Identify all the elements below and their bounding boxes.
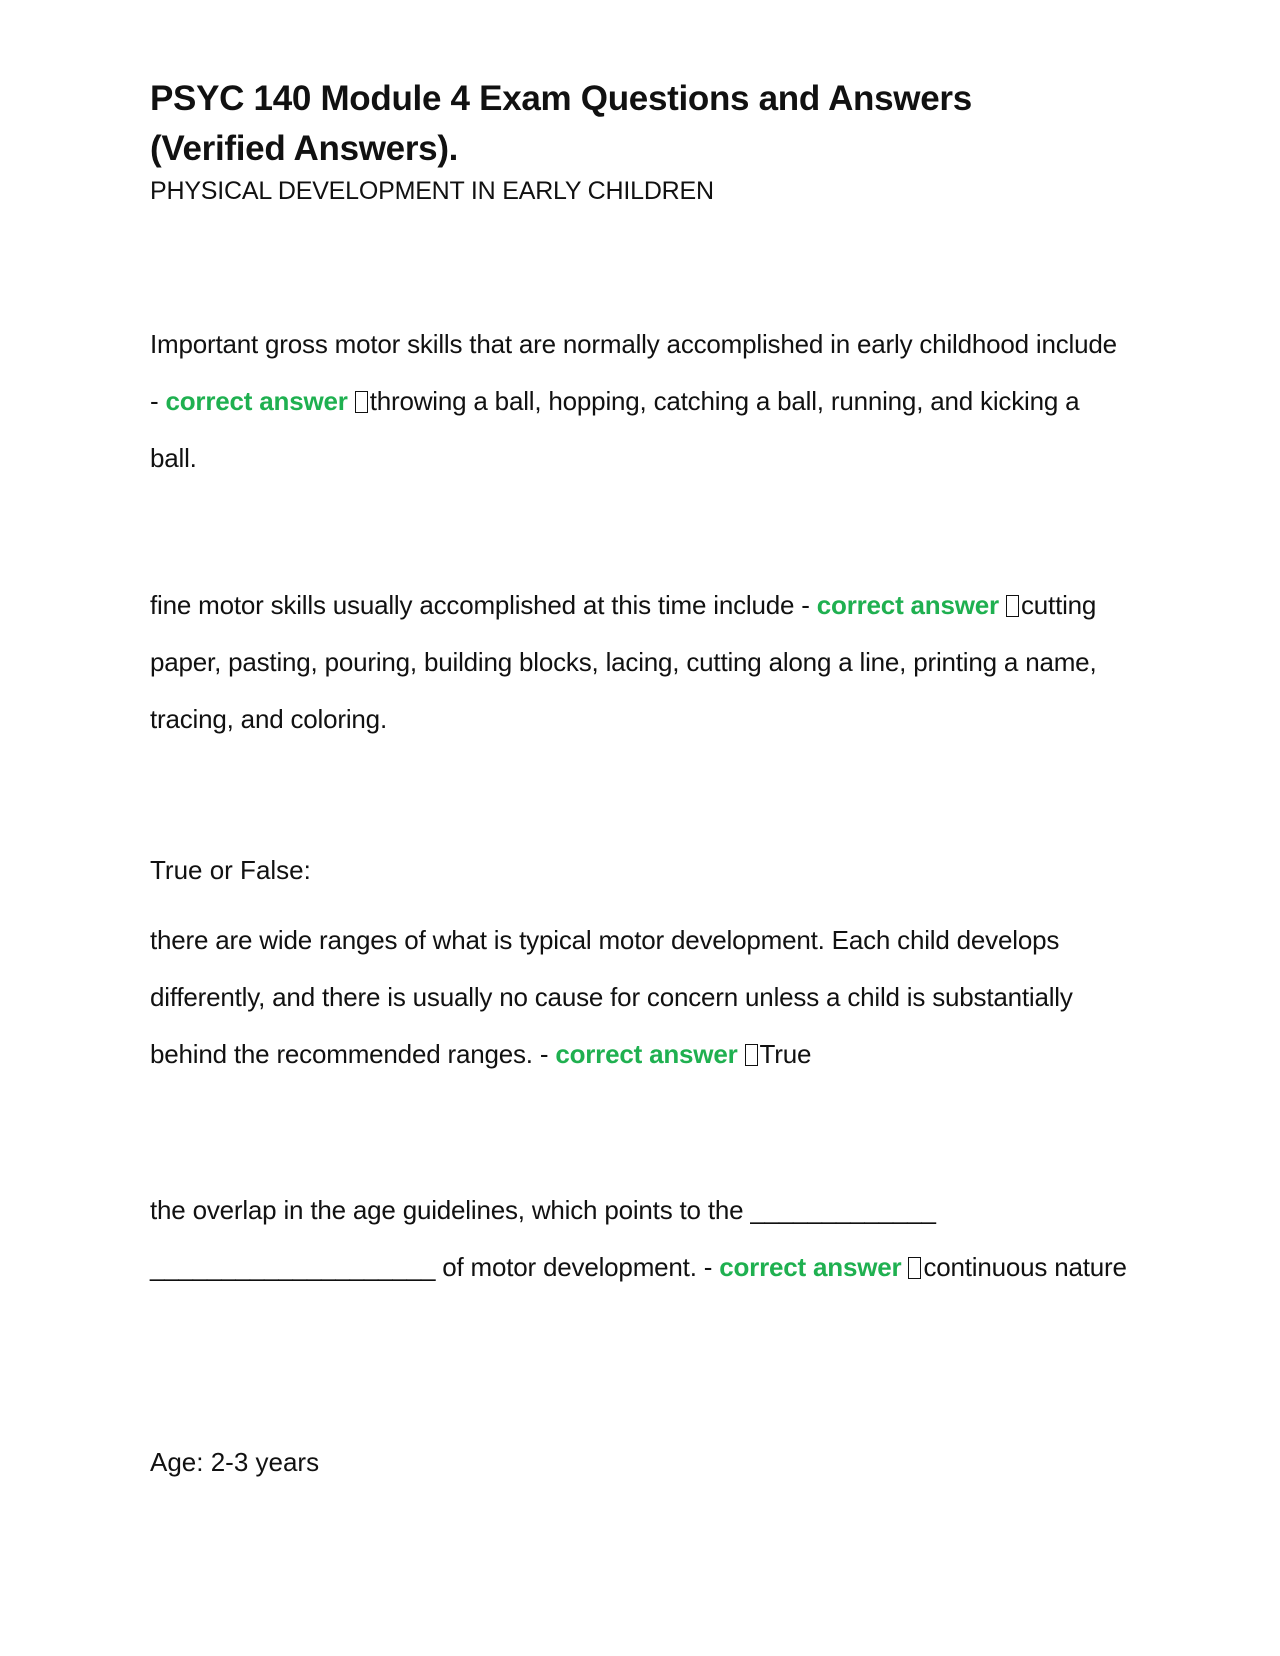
document-title-line1: PSYC 140 Module 4 Exam Questions and Answers <box>150 79 972 118</box>
correct-answer-tag-4: correct answer <box>719 1252 902 1282</box>
correct-answer-tag-1: correct answer <box>165 386 348 416</box>
missing-glyph-icon <box>745 1044 758 1066</box>
qa-question-4: the overlap in the age guidelines, which points to the _____________ ____________________ of motor development. - <box>150 1195 936 1282</box>
qa-item-2 <box>150 577 1130 748</box>
qa-item-1 <box>150 316 1130 487</box>
missing-glyph-icon <box>1006 595 1019 617</box>
qa-question-1: Important gross motor skills that are normally accomplished in early childhood include - <box>150 329 1117 416</box>
qa-answer-4: continuous nature <box>923 1252 1127 1282</box>
correct-answer-tag-3: correct answer <box>555 1039 738 1069</box>
qa-item-3 <box>150 912 1130 1083</box>
qa-item-4 <box>150 1182 1130 1296</box>
correct-answer-tag-2: correct answer <box>816 590 999 620</box>
missing-glyph-icon <box>908 1257 921 1279</box>
document-page <box>150 74 1130 206</box>
missing-glyph-icon <box>355 391 368 413</box>
document-title-line2: (Verified Answers). <box>150 129 459 168</box>
qa-answer-3: True <box>759 1039 812 1069</box>
document-title <box>150 74 1130 174</box>
true-false-label: True or False: <box>150 855 311 885</box>
qa-answer-2: cutting paper, pasting, pouring, building blocks, lacing, cutting along a line, printing a name, tracing, and coloring. <box>150 590 1097 734</box>
qa-question-2: fine motor skills usually accomplished at this time include - <box>150 590 817 620</box>
age-heading: Age: 2-3 years <box>150 1447 320 1477</box>
qa-question-3: there are wide ranges of what is typical motor development. Each child develops differently, and there is usually no cause for concern unless a child is substantially behind the recommended ranges. - <box>150 925 1073 1069</box>
document-subtitle: PHYSICAL DEVELOPMENT IN EARLY CHILDREN <box>150 177 714 205</box>
qa-answer-1: throwing a ball, hopping, catching a ball, running, and kicking a ball. <box>150 386 1080 473</box>
